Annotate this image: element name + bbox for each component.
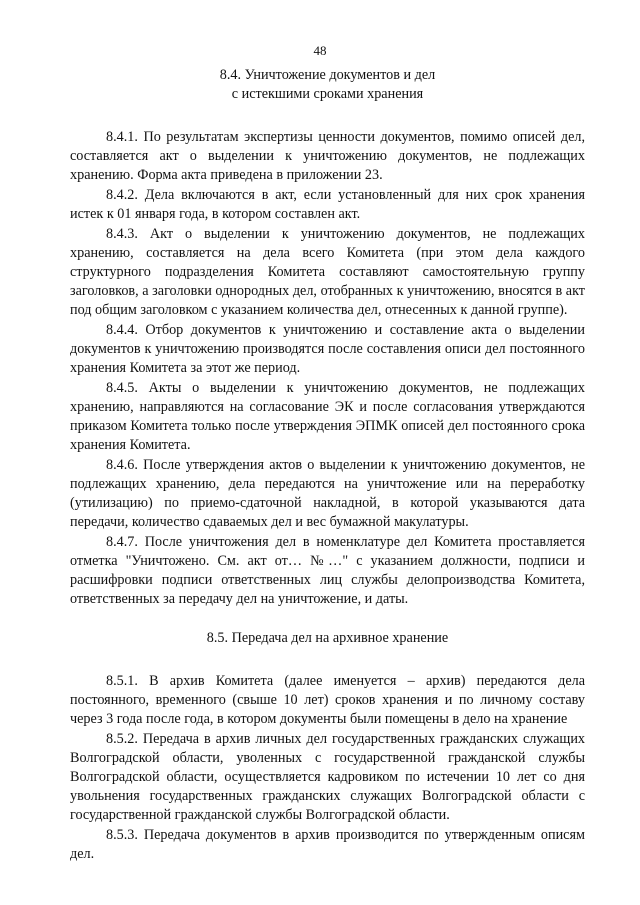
paragraph-8-4-2: 8.4.2. Дела включаются в акт, если установленный для них срок хранения истек к 01 января года, в котором составлен акт. xyxy=(70,187,585,222)
section-title-8-4-line2: с истекшими сроками хранения xyxy=(231,86,424,102)
section-8-4 xyxy=(70,66,585,609)
section-title-8-4-line1: 8.4. Уничтожение документов и дел xyxy=(219,67,436,83)
page-number: 48 xyxy=(313,43,327,58)
paragraph-8-5-2: 8.5.2. Передача в архив личных дел государственных гражданских служащих Волгоградской области, уволенных с государственной гражданской службы Волгоградской области, осуществляется кадровиком по истечении 10 лет со дня увольнения государственных гражданских служащих Волгоградской области с государственной гражданской службы Волгоградской области. xyxy=(70,731,585,823)
section-8-5 xyxy=(70,629,585,864)
paragraph-8-4-5: 8.4.5. Акты о выделении к уничтожению документов, не подлежащих хранению, направляются на согласование ЭК и после согласования утверждаются приказом Комитета только после утверждения ЭПМК описей дел постоянного срока хранения Комитета. xyxy=(70,380,585,453)
paragraph-8-5-1: 8.5.1. В архив Комитета (далее именуется – архив) передаются дела постоянного, временного (свыше 10 лет) сроков хранения и по личному составу через 3 года после года, в котором документы были помещены в дело на хранение xyxy=(70,673,585,727)
paragraph-8-4-7: 8.4.7. После уничтожения дел в номенклатуре дел Комитета проставляется отметка "Уничтожено. См. акт от… №…" с указанием должности, подписи и расшифровки подписи ответственных лиц службы делопроизводства Комитета, ответственных за передачу дел на уничтожение, и даты. xyxy=(70,534,585,607)
section-title-8-5: 8.5. Передача дел на архивное хранение xyxy=(206,630,449,646)
document-body xyxy=(70,66,585,865)
paragraph-8-4-3: 8.4.3. Акт о выделении к уничтожению документов, не подлежащих хранению, составляется на дела всего Комитета (при этом дела каждого структурного подразделения Комитета составляют самостоятельную группу заголовков, а заголовки однородных дел, отобранных к уничтожению, вносятся в акт под общим заголовком с указанием количества дел, отнесенных к данной группе). xyxy=(70,226,585,318)
paragraph-8-4-4: 8.4.4. Отбор документов к уничтожению и составление акта о выделении документов к уничтожению производятся после составления описи дел постоянного хранения Комитета за этот же период. xyxy=(70,322,585,376)
paragraph-8-4-6: 8.4.6. После утверждения актов о выделении к уничтожению документов, не подлежащих хранению, дела передаются на уничтожение или на переработку (утилизацию) по приемо-сдаточной накладной, в которой указываются дата передачи, количество сдаваемых дел и вес бумажной макулатуры. xyxy=(70,457,585,530)
paragraph-8-4-1: 8.4.1. По результатам экспертизы ценности документов, помимо описей дел, составляется акт о выделении к уничтожению документов, не подлежащих хранению. Форма акта приведена в приложении 23. xyxy=(70,129,585,183)
paragraph-8-5-3: 8.5.3. Передача документов в архив производится по утвержденным описям дел. xyxy=(70,827,585,862)
